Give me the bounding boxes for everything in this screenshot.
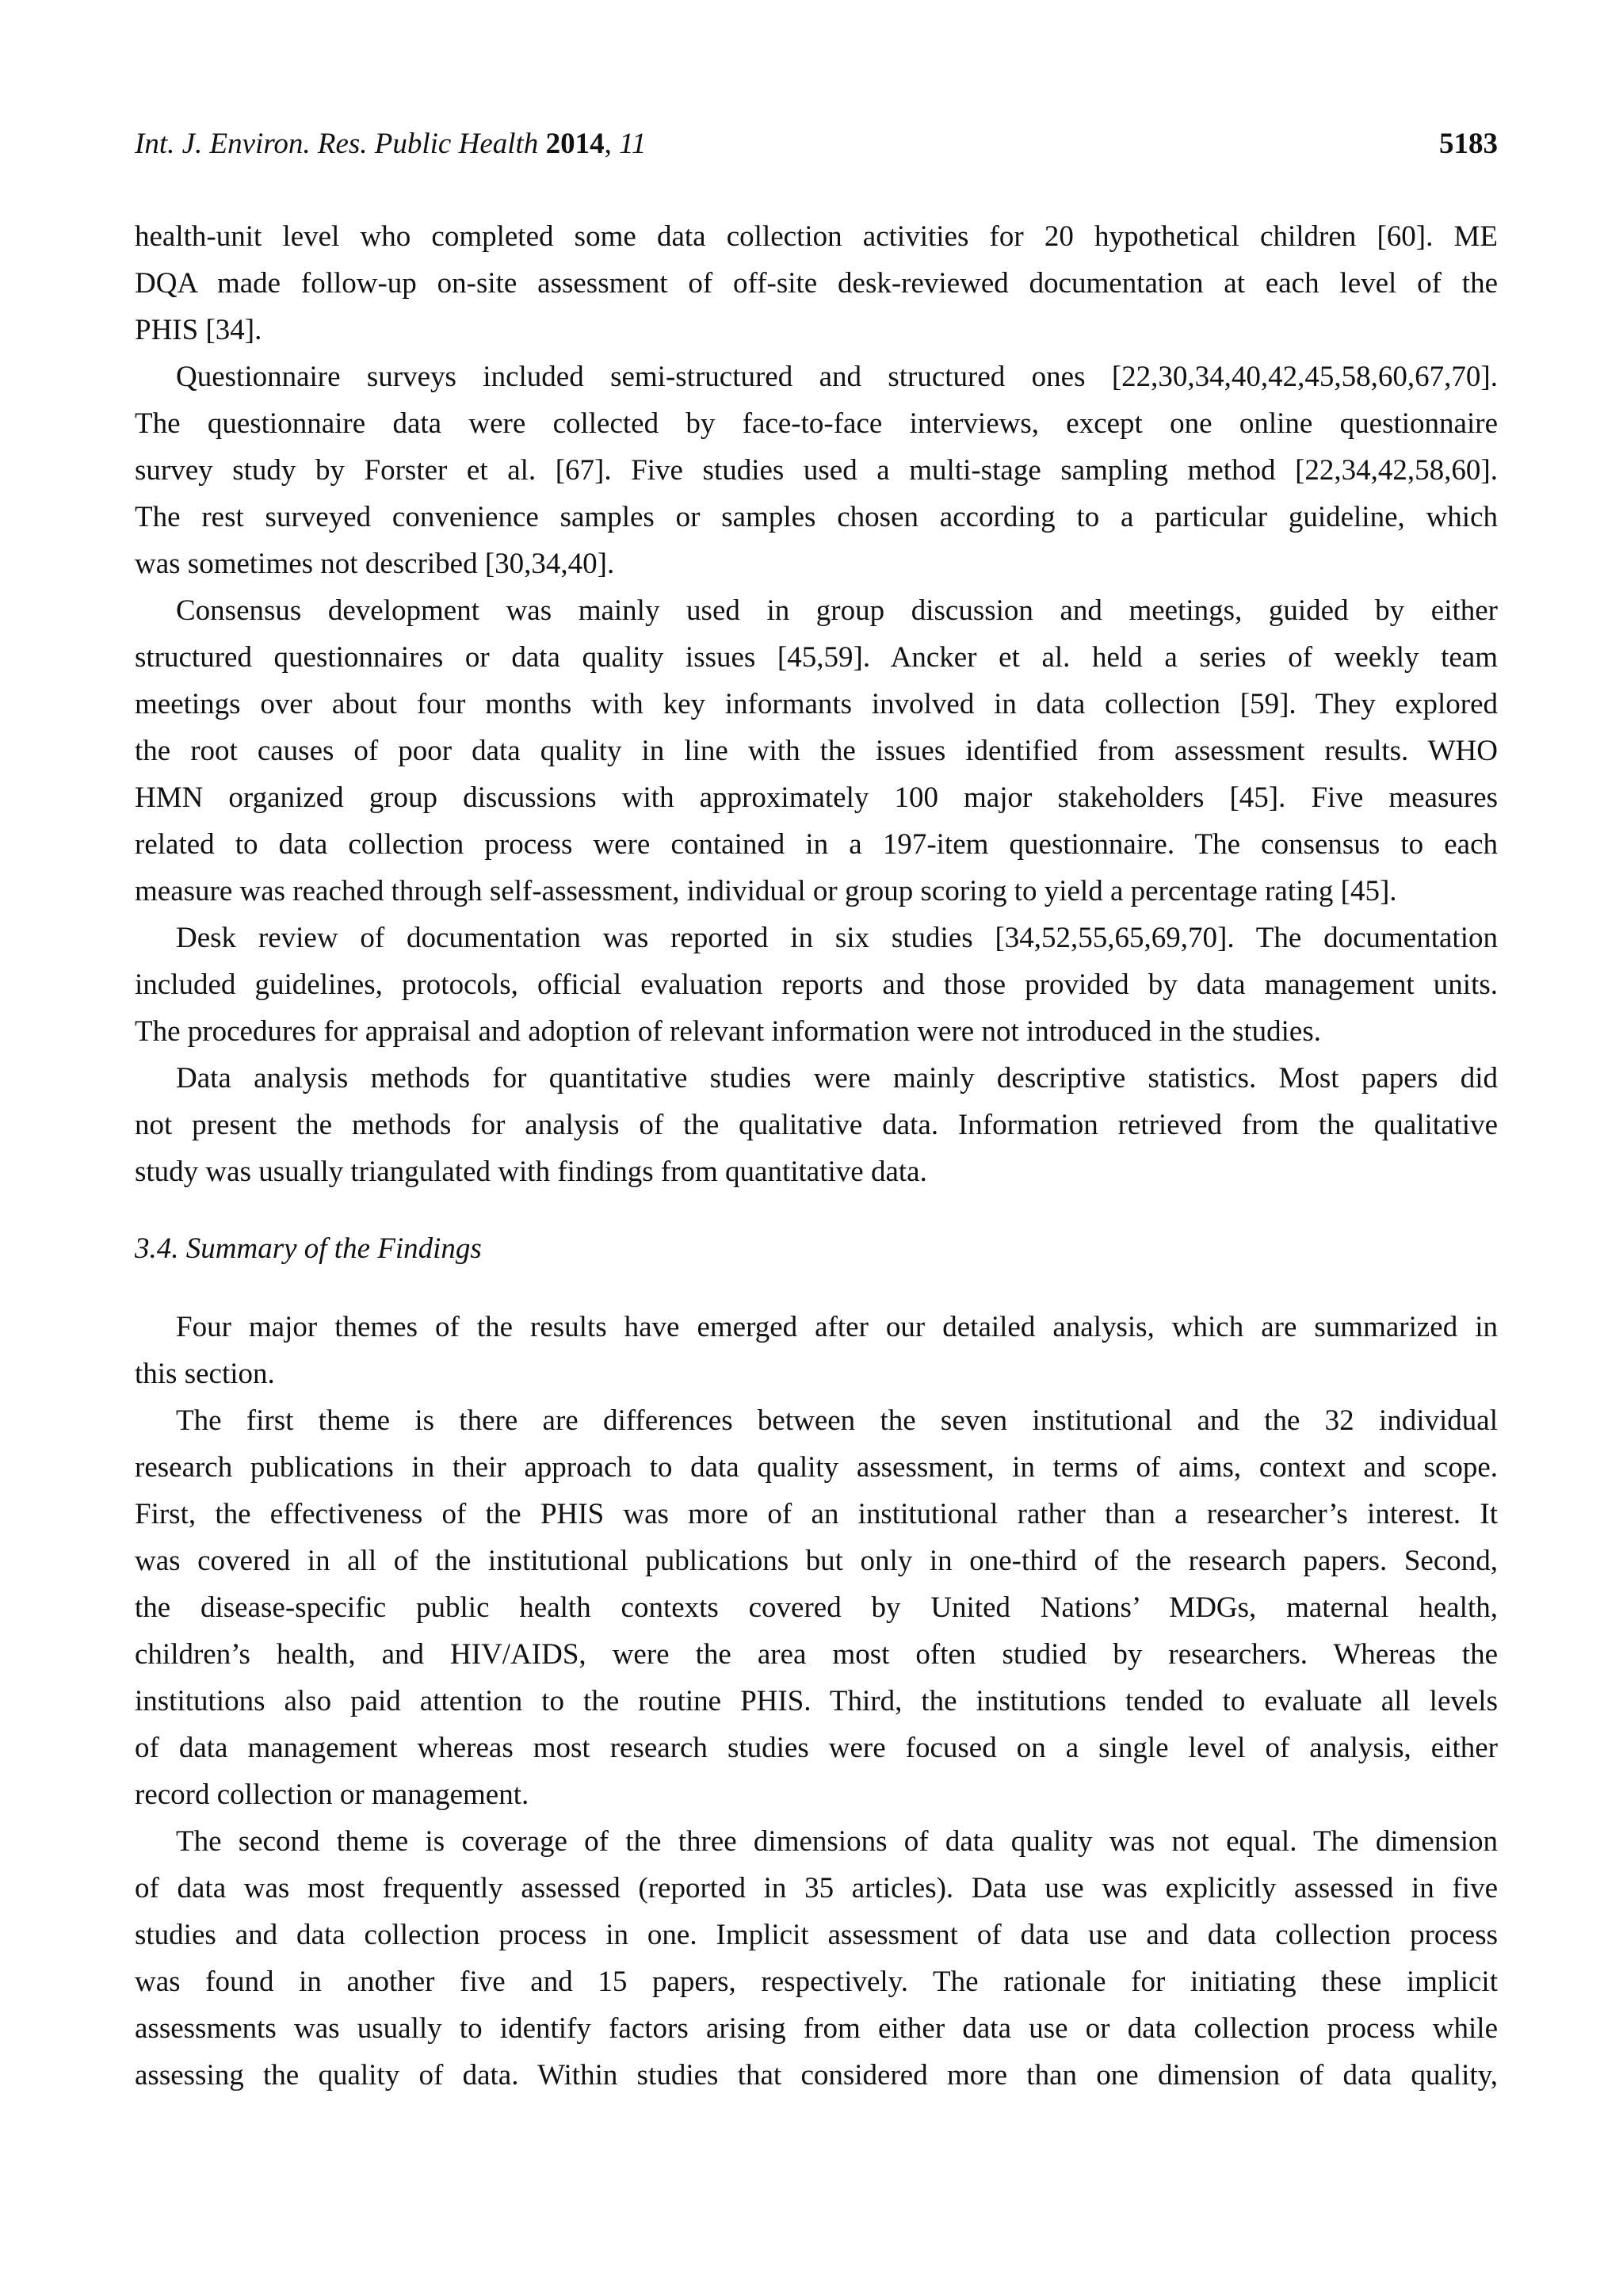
paragraph bbox=[135, 587, 1498, 915]
text-line: Consensus development was mainly used in group discussion and meetings, guided by either bbox=[176, 594, 1498, 627]
text-line: record collection or management. bbox=[135, 1778, 529, 1811]
text-line: children’s health, and HIV/AIDS, were the area most often studied by researchers. Whereas the bbox=[135, 1638, 1498, 1671]
text-line: The procedures for appraisal and adoption of relevant information were not introduced in the studies. bbox=[135, 1015, 1321, 1048]
text-line: First, the effectiveness of the PHIS was more of an institutional rather than a researcher’s interest. It bbox=[135, 1498, 1498, 1530]
journal-volume: 11 bbox=[619, 128, 647, 160]
paragraph bbox=[135, 1818, 1498, 2099]
text-line: meetings over about four months with key informants involved in data collection [59]. They explored bbox=[135, 688, 1498, 720]
text-line: Questionnaire surveys included semi-structured and structured ones [22,30,34,40,42,45,58,60,67,70]. bbox=[176, 361, 1498, 393]
paragraph bbox=[135, 915, 1498, 1055]
text-line: included guidelines, protocols, official evaluation reports and those provided by data management units. bbox=[135, 968, 1498, 1001]
text-line: The first theme is there are differences between the seven institutional and the 32 individual bbox=[176, 1404, 1498, 1437]
text-line: survey study by Forster et al. [67]. Five studies used a multi-stage sampling method [22,34,42,58,60]. bbox=[135, 454, 1498, 487]
paragraph bbox=[135, 1304, 1498, 1397]
text-line: health-unit level who completed some data collection activities for 20 hypothetical children [60]. ME bbox=[135, 220, 1498, 253]
paragraph bbox=[135, 353, 1498, 587]
text-line: DQA made follow-up on-site assessment of off-site desk-reviewed documentation at each level of the bbox=[135, 267, 1498, 300]
text-line: Data analysis methods for quantitative studies were mainly descriptive statistics. Most papers did bbox=[176, 1062, 1498, 1095]
text-line: assessing the quality of data. Within studies that considered more than one dimension of data quality, bbox=[135, 2059, 1498, 2092]
text-line: of data management whereas most research studies were focused on a single level of analysis, either bbox=[135, 1732, 1498, 1764]
running-header bbox=[135, 124, 1498, 165]
text-line: the root causes of poor data quality in line with the issues identified from assessment results. WHO bbox=[135, 735, 1498, 767]
text-line: this section. bbox=[135, 1358, 275, 1390]
text-line: not present the methods for analysis of the qualitative data. Information retrieved from the qualitative bbox=[135, 1109, 1498, 1141]
text-line: HMN organized group discussions with approximately 100 major stakeholders [45]. Five measures bbox=[135, 781, 1498, 814]
text-line: Desk review of documentation was reported in six studies [34,52,55,65,69,70]. The documentation bbox=[176, 922, 1498, 954]
text-line: study was usually triangulated with findings from quantitative data. bbox=[135, 1156, 927, 1188]
text-line: was sometimes not described [30,34,40]. bbox=[135, 548, 615, 580]
text-line: of data was most frequently assessed (reported in 35 articles). Data use was explicitly assessed in five bbox=[135, 1872, 1498, 1904]
text-line: research publications in their approach to data quality assessment, in terms of aims, context and scope. bbox=[135, 1451, 1498, 1484]
text-line: assessments was usually to identify factors arising from either data use or data collection process while bbox=[135, 2012, 1498, 2045]
text-line: was covered in all of the institutional publications but only in one-third of the research papers. Second, bbox=[135, 1545, 1498, 1577]
text-line: Four major themes of the results have emerged after our detailed analysis, which are summarized in bbox=[176, 1311, 1498, 1343]
text-line: the disease-specific public health contexts covered by United Nations’ MDGs, maternal health, bbox=[135, 1591, 1498, 1624]
text-line: The rest surveyed convenience samples or samples chosen according to a particular guideline, which bbox=[135, 501, 1498, 533]
text-line: PHIS [34]. bbox=[135, 314, 262, 346]
article-body bbox=[135, 213, 1498, 2099]
text-line: structured questionnaires or data quality issues [45,59]. Ancker et al. held a series of weekly team bbox=[135, 641, 1498, 674]
separator: , bbox=[604, 128, 620, 160]
text-line: The second theme is coverage of the three dimensions of data quality was not equal. The dimension bbox=[176, 1825, 1498, 1858]
journal-name: Int. J. Environ. Res. Public Health bbox=[135, 128, 539, 160]
paragraph bbox=[135, 1055, 1498, 1195]
journal-year: 2014 bbox=[545, 128, 605, 160]
section-heading: 3.4. Summary of the Findings bbox=[135, 1232, 482, 1265]
text-line: institutions also paid attention to the routine PHIS. Third, the institutions tended to evaluate all levels bbox=[135, 1685, 1498, 1717]
text-line: measure was reached through self-assessment, individual or group scoring to yield a percentage rating [45]. bbox=[135, 875, 1397, 907]
text-line: The questionnaire data were collected by face-to-face interviews, except one online questionnaire bbox=[135, 407, 1498, 440]
text-line: was found in another five and 15 papers, respectively. The rationale for initiating these implicit bbox=[135, 1966, 1498, 1998]
paragraph bbox=[135, 213, 1498, 353]
text-line: related to data collection process were contained in a 197-item questionnaire. The consensus to each bbox=[135, 828, 1498, 861]
text-line: studies and data collection process in one. Implicit assessment of data use and data collection process bbox=[135, 1919, 1498, 1951]
page-number: 5183 bbox=[1439, 128, 1498, 160]
paragraph bbox=[135, 1397, 1498, 1818]
